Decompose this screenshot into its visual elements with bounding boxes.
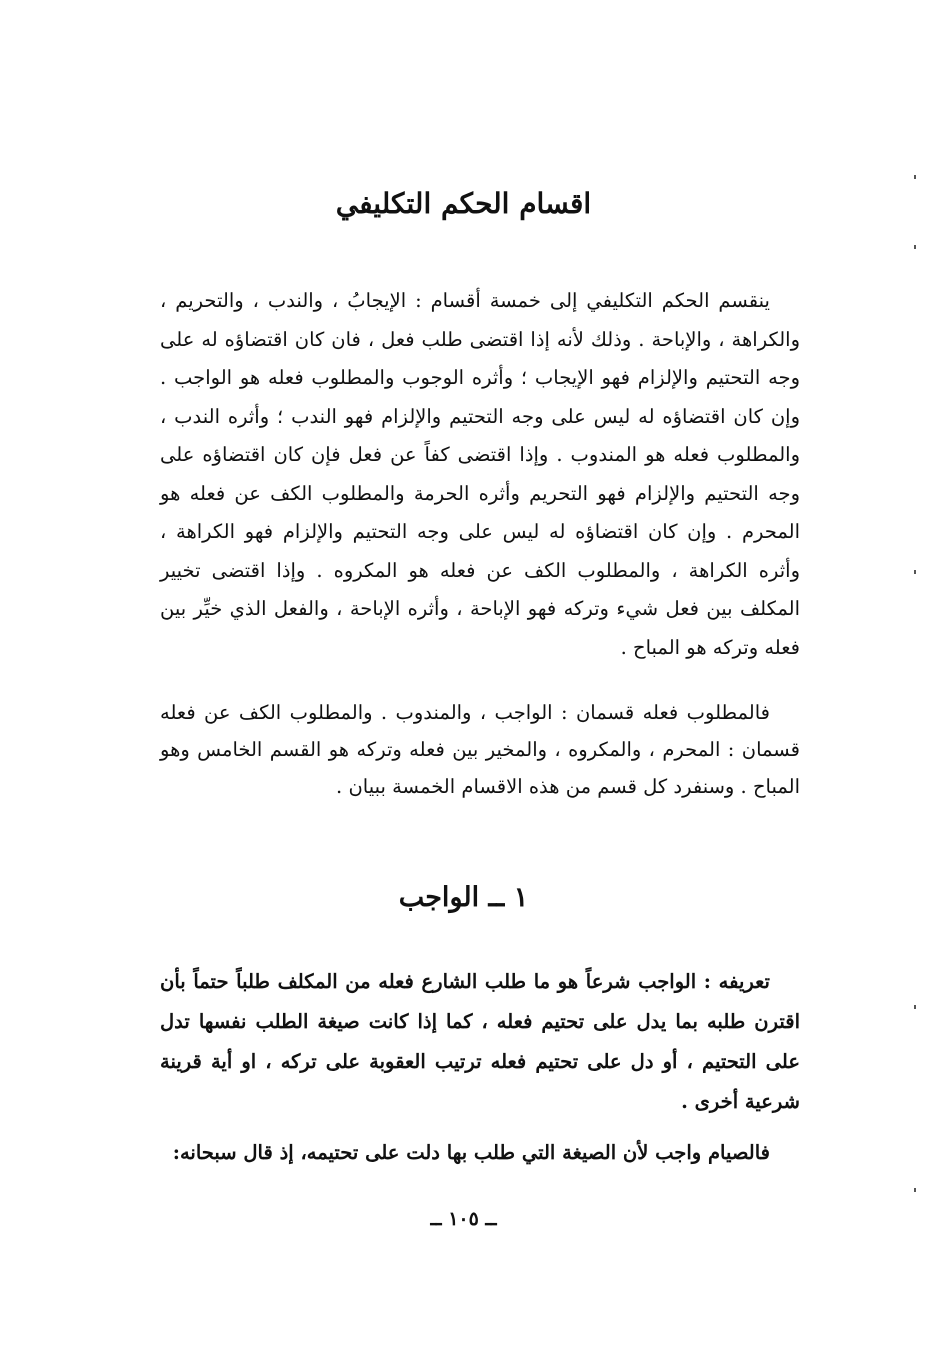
definition-text: الواجب شرعاً هو ما طلب الشارع فعله من المكلف طلباً حتماً بأن اقترن طلبه بما يدل على تحتيم فعله ، كما إذا كانت صيغة الطلب نفسها تدل على التحتيم ، أو دل على تحتيم فعله ترتيب العقوبة على تركه ، او أية قرينة شرعية أخرى . [160,970,800,1113]
section-heading: ١ ــ الواجب [398,882,529,913]
margin-mark [914,1188,916,1192]
intro-paragraph [160,282,800,667]
definition-paragraph [160,962,800,1122]
page-title: اقسام الحكم التكليفي [335,187,592,220]
definition-label: تعريفه : [703,970,770,993]
summary-paragraph-text: فالمطلوب فعله قسمان : الواجب ، والمندوب . والمطلوب الكف عن فعله قسمان : المحرم ، والمكروه ، والمخير بين فعله وتركه هو القسم الخامس وهو المباح . وسنفرد كل قسم من هذه الاقسام الخمسة ببيان . [160,701,800,798]
margin-mark [914,245,916,249]
margin-mark [914,1005,916,1009]
margin-mark [914,570,916,574]
page-number: ــ ١٠٥ ــ [430,1208,497,1230]
example-paragraph [160,1134,800,1173]
example-text: فالصيام واجب لأن الصيغة التي طلب بها دلت على تحتيمه، إذ قال سبحانه: [172,1141,770,1164]
intro-paragraph-text: ينقسم الحكم التكليفي إلى خمسة أقسام : الإيجابُ ، والندب ، والتحريم ، والكراهة ، والإباحة . وذلك لأنه إذا اقتضى طلب فعل ، فان كان اقتضاؤه له على وجه التحتيم والإلزام فهو الإيجاب ؛ وأثره الوجوب والمطلوب فعله هو الواجب . وإن كان اقتضاؤه له ليس على وجه التحتيم والإلزام فهو الندب ؛ وأثره الندب ، والمطلوب فعله هو المندوب . وإذا اقتضى كفاً عن فعل فإن كان اقتضاؤه على وجه التحتيم والإلزام فهو التحريم وأثره الحرمة والمطلوب الكف عن فعله هو المحرم . وإن كان اقتضاؤه له ليس على وجه التحتيم والإلزام فهو الكراهة ، وأثره الكراهة ، والمطلوب الكف عن فعله هو المكروه . وإذا اقتضى تخيير المكلف بين فعل شيء وتركه فهو الإباحة ، وأثره الإباحة ، والفعل الذي خيِّر بين فعله وتركه هو المباح . [160,289,800,659]
margin-mark [914,175,916,179]
summary-paragraph [160,694,800,805]
